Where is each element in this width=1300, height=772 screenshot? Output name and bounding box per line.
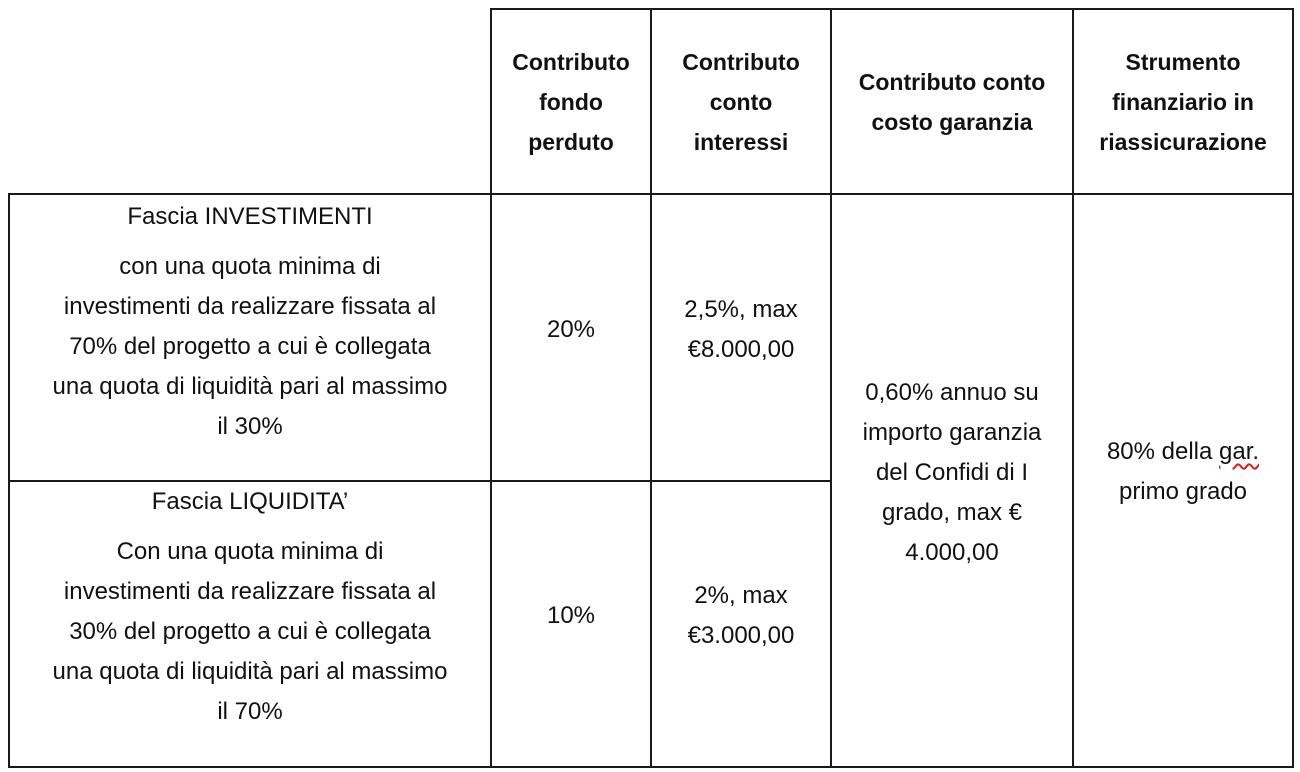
description-line: una quota di liquidità pari al massimo: [52, 373, 448, 400]
row-investimenti-conto-interessi: [652, 195, 830, 465]
header-col3-line: Contributo conto: [858, 68, 1046, 95]
header-strumento-riassicurazione: [1074, 10, 1292, 193]
conto-interessi-line: 2%, max: [694, 582, 788, 609]
header-col4-line: riassicurazione: [1099, 128, 1267, 155]
spellcheck-flagged-word: gar.: [1219, 438, 1260, 465]
fondo-perduto-value: 20%: [546, 316, 596, 343]
header-contributo-conto-interessi: [652, 10, 830, 193]
conto-interessi-line: €3.000,00: [687, 622, 795, 649]
header-contributo-fondo-perduto: [492, 10, 650, 193]
table-border-right: [1292, 8, 1294, 768]
description-line: investimenti da realizzare fissata al: [63, 293, 437, 320]
row-liquidita-description: [10, 482, 490, 766]
costo-garanzia-line: grado, max €: [881, 499, 1023, 526]
row-liquidita-fondo-perduto: [492, 482, 650, 750]
header-col1-line: perduto: [528, 128, 614, 155]
description-line: investimenti da realizzare fissata al: [63, 578, 437, 605]
description-line: 30% del progetto a cui è collegata: [69, 618, 431, 645]
header-col2-line: Contributo: [682, 48, 800, 75]
conto-interessi-line: 2,5%, max: [684, 296, 798, 323]
fondo-perduto-value: 10%: [546, 602, 596, 629]
riassicurazione-line: [1107, 432, 1259, 472]
costo-garanzia-line: 0,60% annuo su: [865, 379, 1039, 406]
row-investimenti-description: [10, 195, 490, 480]
header-contributo-costo-garanzia: [832, 10, 1072, 193]
header-col1-line: fondo: [539, 88, 603, 115]
costo-garanzia-line: del Confidi di I: [875, 459, 1029, 486]
fascia-liquidita-title: Fascia LIQUIDITA’: [151, 488, 349, 515]
costo-garanzia-merged-cell: [832, 195, 1072, 751]
description-line: una quota di liquidità pari al massimo: [52, 658, 448, 685]
header-col2-line: interessi: [693, 128, 789, 155]
conto-interessi-line: €8.000,00: [687, 336, 795, 363]
header-col4-line: finanziario in: [1112, 88, 1254, 115]
riassicurazione-line: primo grado: [1118, 478, 1248, 505]
header-col1-line: Contributo: [512, 48, 630, 75]
costo-garanzia-line: 4.000,00: [905, 539, 999, 566]
fascia-investimenti-title: Fascia INVESTIMENTI: [127, 203, 373, 230]
header-col4-line: Strumento: [1125, 48, 1241, 75]
description-line: 70% del progetto a cui è collegata: [69, 333, 431, 360]
riassicurazione-merged-cell: [1074, 195, 1292, 749]
description-line: il 30%: [217, 413, 283, 440]
riassicurazione-text: 80% della: [1106, 438, 1220, 465]
description-line: Con una quota minima di: [116, 538, 384, 565]
header-col2-line: conto: [709, 88, 773, 115]
row-liquidita-conto-interessi: [652, 482, 830, 750]
row-investimenti-fondo-perduto: [492, 195, 650, 465]
description-line: il 70%: [217, 698, 283, 725]
header-col3-line: costo garanzia: [871, 108, 1033, 135]
description-line: con una quota minima di: [119, 253, 381, 280]
costo-garanzia-line: importo garanzia: [862, 419, 1042, 446]
